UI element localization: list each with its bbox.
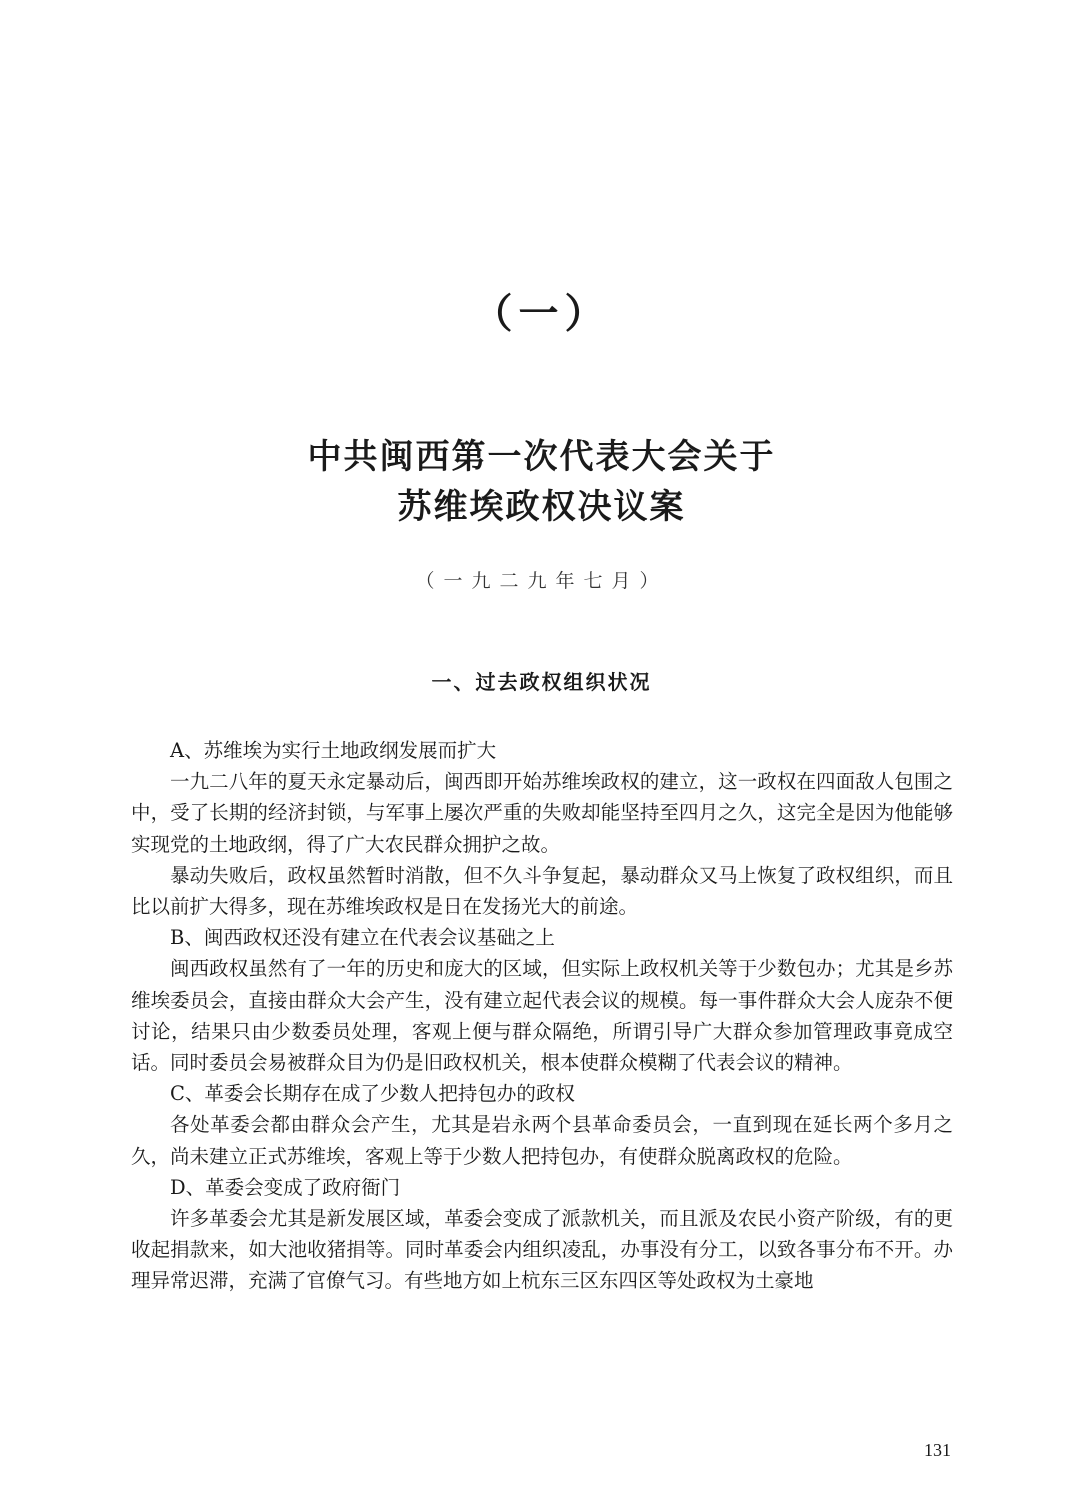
page-number: 131 [924,1440,951,1460]
paragraph: 许多革委会尤其是新发展区域，革委会变成了派款机关，而且派及农民小资产阶级，有的更收起捐款来，如大池收猪捐等。同时革委会内组织凌乱，办事没有分工，以致各事分布不开。办理异常迟滞，充满了官僚气习。有些地方如上杭东三区东四区等处政权为土豪地 [131,1207,953,1293]
subheading-a: A、苏维埃为实行土地政纲发展而扩大 [170,739,497,762]
title-line-1: 中共闽西第一次代表大会关于 [307,437,776,477]
paragraph: 闽西政权虽然有了一年的历史和庞大的区域，但实际上政权机关等于少数包办；尤其是乡苏维埃委员会，直接由群众大会产生，没有建立起代表会议的规模。每一事件群众大会人庞杂不便讨论，结果只由少数委员处理，客观上便与群众隔绝，所谓引导广大群众参加管理政事竟成空话。同时委员会易被群众目为仍是旧政权机关，根本使群众模糊了代表会议的精神。 [131,957,953,1075]
document-date: （一九二九年七月） [415,570,668,592]
part-number: （一） [472,291,611,337]
body-text [131,735,953,1297]
paragraph: 暴动失败后，政权虽然暂时消散，但不久斗争复起，暴动群众又马上恢复了政权组织，而且比以前扩大得多，现在苏维埃政权是日在发扬光大的前途。 [131,863,953,919]
paragraph: 各处革委会都由群众会产生，尤其是岩永两个县革命委员会，一直到现在延长两个多月之久，尚未建立正式苏维埃，客观上等于少数人把持包办，有使群众脱离政权的危险。 [131,1113,953,1168]
subheading-b: B、闽西政权还没有建立在代表会议基础之上 [170,926,555,950]
section-heading: 一、过去政权组织状况 [431,670,652,694]
title-line-2: 苏维埃政权决议案 [397,487,686,527]
subheading-c: C、革委会长期存在成了少数人把持包办的政权 [170,1082,575,1106]
subheading-d: D、革委会变成了政府衙门 [170,1175,401,1199]
document-title [0,432,1083,532]
paragraph: 一九二八年的夏天永定暴动后，闽西即开始苏维埃政权的建立，这一政权在四面敌人包围之中，受了长期的经济封锁，与军事上屡次严重的失败却能坚持至四月之久，这完全是因为他能够实现党的土地政纲，得了广大农民群众拥护之故。 [131,770,953,856]
